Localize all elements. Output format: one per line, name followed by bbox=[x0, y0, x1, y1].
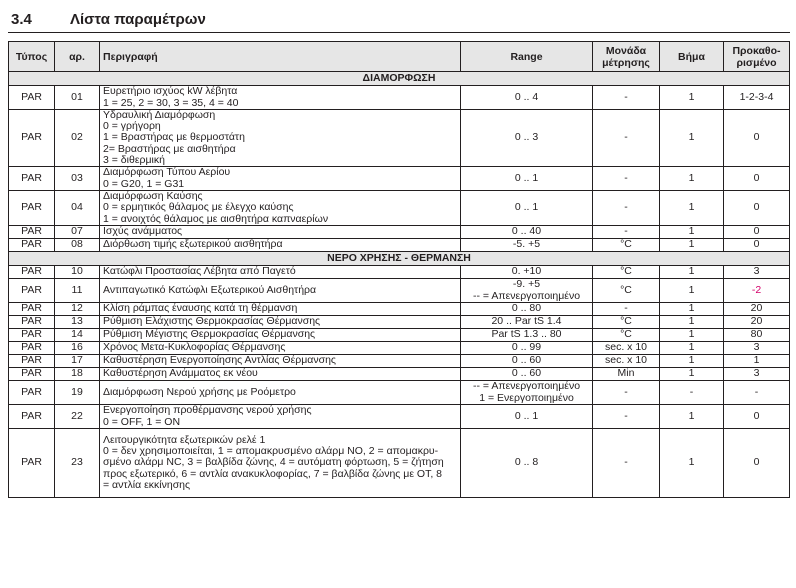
table-row bbox=[9, 329, 790, 342]
table-row bbox=[9, 303, 790, 316]
col-default-header-line1: Προκαθο- bbox=[732, 44, 781, 57]
range-cell: 0 .. 1 bbox=[461, 405, 593, 429]
desc-cell: Ισχύς ανάμματος bbox=[100, 226, 461, 239]
no-cell: 01 bbox=[55, 86, 100, 110]
default-cell: 0 bbox=[724, 191, 790, 226]
step-cell: 1 bbox=[660, 191, 724, 226]
section-title: Λίστα παραμέτρων bbox=[70, 11, 206, 28]
unit-cell: - bbox=[593, 167, 660, 191]
range-cell: -5. +5 bbox=[461, 239, 593, 252]
type-cell: PAR bbox=[9, 381, 55, 405]
no-cell: 11 bbox=[55, 279, 100, 303]
range-cell: 0. +10 bbox=[461, 266, 593, 279]
default-cell: 0 bbox=[724, 110, 790, 167]
parameter-table bbox=[8, 41, 790, 498]
range-cell: Par tS 1.3 .. 80 bbox=[461, 329, 593, 342]
desc-cell: Καθυστέρηση Ανάμματος εκ νέου bbox=[100, 368, 461, 381]
step-cell: 1 bbox=[660, 355, 724, 368]
step-cell: 1 bbox=[660, 429, 724, 498]
default-cell: 0 bbox=[724, 239, 790, 252]
type-cell: PAR bbox=[9, 405, 55, 429]
default-cell: 0 bbox=[724, 405, 790, 429]
table-row bbox=[9, 316, 790, 329]
no-cell: 12 bbox=[55, 303, 100, 316]
default-cell: 0 bbox=[724, 226, 790, 239]
section-number: 3.4 bbox=[11, 11, 32, 28]
unit-cell: °C bbox=[593, 239, 660, 252]
type-cell: PAR bbox=[9, 110, 55, 167]
desc-line: 0 = OFF, 1 = ON bbox=[103, 415, 181, 428]
type-cell: PAR bbox=[9, 368, 55, 381]
table-row bbox=[9, 266, 790, 279]
default-cell: 3 bbox=[724, 368, 790, 381]
col-default-header-line2: ρισμένο bbox=[736, 56, 777, 69]
unit-cell: - bbox=[593, 110, 660, 167]
step-cell: 1 bbox=[660, 368, 724, 381]
unit-cell: - bbox=[593, 303, 660, 316]
range-cell: 0 .. 1 bbox=[461, 191, 593, 226]
default-cell: 3 bbox=[724, 342, 790, 355]
col-no-header: αρ. bbox=[55, 42, 100, 72]
desc-line: 2= Βραστήρας με αισθητήρα bbox=[103, 142, 236, 155]
range-cell: 0 .. 40 bbox=[461, 226, 593, 239]
unit-cell: - bbox=[593, 381, 660, 405]
col-step-header: Βήμα bbox=[660, 42, 724, 72]
desc-cell bbox=[100, 167, 461, 191]
default-cell: 20 bbox=[724, 316, 790, 329]
desc-cell: Χρόνος Μετα-Κυκλοφορίας Θέρμανσης bbox=[100, 342, 461, 355]
step-cell: 1 bbox=[660, 303, 724, 316]
type-cell: PAR bbox=[9, 355, 55, 368]
unit-cell: °C bbox=[593, 329, 660, 342]
default-cell: 20 bbox=[724, 303, 790, 316]
step-cell: - bbox=[660, 381, 724, 405]
section-row-config bbox=[9, 72, 790, 86]
table-row bbox=[9, 355, 790, 368]
default-cell: 1-2-3-4 bbox=[724, 86, 790, 110]
desc-line: 1 = 25, 2 = 30, 3 = 35, 4 = 40 bbox=[103, 96, 239, 109]
type-cell: PAR bbox=[9, 239, 55, 252]
unit-cell: - bbox=[593, 191, 660, 226]
table-row bbox=[9, 429, 790, 498]
range-cell: 0 .. 8 bbox=[461, 429, 593, 498]
desc-line: Ενεργοποίηση προθέρμανσης νερού χρήσης bbox=[103, 404, 312, 417]
col-unit-header bbox=[593, 42, 660, 72]
no-cell: 04 bbox=[55, 191, 100, 226]
range-cell: 20 .. Par tS 1.4 bbox=[461, 316, 593, 329]
desc-line: σμένο αλάρμ NC, 3 = βαλβίδα ζώνης, 4 = αυτόματη φόρτωση, 5 = ζήτηση bbox=[103, 456, 444, 469]
desc-cell: Αντιπαγωτικό Κατώφλι Εξωτερικού Αισθητήρα bbox=[100, 279, 461, 303]
step-cell: 1 bbox=[660, 405, 724, 429]
range-cell: 0 .. 4 bbox=[461, 86, 593, 110]
unit-cell: °C bbox=[593, 266, 660, 279]
desc-line: 0 = G20, 1 = G31 bbox=[103, 177, 185, 190]
step-cell: 1 bbox=[660, 110, 724, 167]
desc-cell bbox=[100, 405, 461, 429]
type-cell: PAR bbox=[9, 226, 55, 239]
step-cell: 1 bbox=[660, 239, 724, 252]
no-cell: 07 bbox=[55, 226, 100, 239]
desc-cell: Ρύθμιση Ελάχιστης Θερμοκρασίας Θέρμανσης bbox=[100, 316, 461, 329]
section-label: ΔΙΑΜΟΡΦΩΣΗ bbox=[9, 72, 790, 86]
type-cell: PAR bbox=[9, 266, 55, 279]
step-cell: 1 bbox=[660, 226, 724, 239]
table-row bbox=[9, 110, 790, 167]
no-cell: 18 bbox=[55, 368, 100, 381]
type-cell: PAR bbox=[9, 316, 55, 329]
range-cell bbox=[461, 381, 593, 405]
table-row bbox=[9, 342, 790, 355]
step-cell: 1 bbox=[660, 329, 724, 342]
no-cell: 02 bbox=[55, 110, 100, 167]
desc-line: Διαμόρφωση Τύπου Αερίου bbox=[103, 166, 231, 179]
default-cell: 0 bbox=[724, 167, 790, 191]
step-cell: 1 bbox=[660, 342, 724, 355]
table-row bbox=[9, 226, 790, 239]
range-cell: 0 .. 80 bbox=[461, 303, 593, 316]
range-line: -9. +5 bbox=[512, 278, 541, 291]
desc-line: 0 = δεν χρησιμοποιείται, 1 = απομακρυσμένο αλάρμ NO, 2 = απομακρυ- bbox=[103, 445, 439, 458]
range-line: -- = Απενεργοποιημένο bbox=[472, 380, 581, 393]
table-row bbox=[9, 381, 790, 405]
default-cell: 80 bbox=[724, 329, 790, 342]
no-cell: 19 bbox=[55, 381, 100, 405]
unit-cell: - bbox=[593, 405, 660, 429]
desc-cell: Διόρθωση τιμής εξωτερικού αισθητήρα bbox=[100, 239, 461, 252]
type-cell: PAR bbox=[9, 191, 55, 226]
header-row bbox=[9, 42, 790, 72]
unit-cell: - bbox=[593, 86, 660, 110]
desc-cell bbox=[100, 110, 461, 167]
type-cell: PAR bbox=[9, 167, 55, 191]
col-range-header: Range bbox=[461, 42, 593, 72]
desc-line: 3 = διθερμική bbox=[103, 153, 165, 166]
table-row bbox=[9, 191, 790, 226]
no-cell: 23 bbox=[55, 429, 100, 498]
section-heading bbox=[8, 10, 790, 33]
table-row bbox=[9, 368, 790, 381]
range-cell: 0 .. 60 bbox=[461, 355, 593, 368]
default-cell: 3 bbox=[724, 266, 790, 279]
desc-cell: Διαμόρφωση Νερού χρήσης με Ροόμετρο bbox=[100, 381, 461, 405]
col-type-header: Τύπος bbox=[9, 42, 55, 72]
desc-line: Ευρετήριο ισχύος kW λέβητα bbox=[103, 85, 238, 98]
unit-cell: - bbox=[593, 226, 660, 239]
table-row bbox=[9, 279, 790, 303]
col-unit-header-line1: Μονάδα bbox=[605, 44, 647, 57]
table-row bbox=[9, 86, 790, 110]
desc-line: 0 = ερμητικός θάλαμος με έλεγχο καύσης bbox=[103, 201, 294, 214]
step-cell: 1 bbox=[660, 266, 724, 279]
desc-line: 0 = γρήγορη bbox=[103, 120, 161, 133]
default-cell: 1 bbox=[724, 355, 790, 368]
type-cell: PAR bbox=[9, 303, 55, 316]
default-cell: 0 bbox=[724, 429, 790, 498]
no-cell: 03 bbox=[55, 167, 100, 191]
desc-cell: Ρύθμιση Μέγιστης Θερμοκρασίας Θέρμανσης bbox=[100, 329, 461, 342]
table-row bbox=[9, 405, 790, 429]
range-cell: 0 .. 60 bbox=[461, 368, 593, 381]
type-cell: PAR bbox=[9, 429, 55, 498]
type-cell: PAR bbox=[9, 329, 55, 342]
desc-line: = αντλία εκκίνησης bbox=[103, 478, 191, 491]
no-cell: 17 bbox=[55, 355, 100, 368]
desc-line: προς εξωτερικό, 6 = αντλία ανακυκλοφορίας, 7 = βαλβίδα ζώνης με OT, 8 bbox=[103, 467, 443, 480]
col-unit-header-line2: μέτρησης bbox=[602, 56, 650, 69]
unit-cell: sec. x 10 bbox=[593, 355, 660, 368]
no-cell: 14 bbox=[55, 329, 100, 342]
unit-cell: Min bbox=[593, 368, 660, 381]
range-line: -- = Απενεργοποιημένο bbox=[472, 289, 581, 302]
section-row-water bbox=[9, 252, 790, 266]
no-cell: 16 bbox=[55, 342, 100, 355]
desc-cell: Καθυστέρηση Ενεργοποίησης Αντλίας Θέρμανσης bbox=[100, 355, 461, 368]
range-cell: 0 .. 3 bbox=[461, 110, 593, 167]
unit-cell: - bbox=[593, 429, 660, 498]
default-cell: -2 bbox=[724, 279, 790, 303]
type-cell: PAR bbox=[9, 279, 55, 303]
unit-cell: °C bbox=[593, 316, 660, 329]
no-cell: 10 bbox=[55, 266, 100, 279]
step-cell: 1 bbox=[660, 167, 724, 191]
desc-cell: Κλίση ράμπας έναυσης κατά τη θέρμανση bbox=[100, 303, 461, 316]
no-cell: 13 bbox=[55, 316, 100, 329]
step-cell: 1 bbox=[660, 86, 724, 110]
desc-line: 1 = Βραστήρας με θερμοστάτη bbox=[103, 131, 245, 144]
type-cell: PAR bbox=[9, 342, 55, 355]
range-cell bbox=[461, 279, 593, 303]
range-cell: 0 .. 1 bbox=[461, 167, 593, 191]
desc-cell bbox=[100, 86, 461, 110]
table-row bbox=[9, 239, 790, 252]
desc-cell bbox=[100, 191, 461, 226]
desc-line: Λειτουργικότητα εξωτερικών ρελέ 1 bbox=[103, 434, 266, 446]
col-default-header bbox=[724, 42, 790, 72]
range-cell: 0 .. 99 bbox=[461, 342, 593, 355]
desc-cell bbox=[100, 429, 461, 498]
no-cell: 22 bbox=[55, 405, 100, 429]
desc-line: Διαμόρφωση Καύσης bbox=[103, 190, 203, 203]
section-label: ΝΕΡΟ ΧΡΗΣΗΣ - ΘΕΡΜΑΝΣΗ bbox=[9, 252, 790, 266]
step-cell: 1 bbox=[660, 279, 724, 303]
unit-cell: °C bbox=[593, 279, 660, 303]
col-desc-header: Περιγραφή bbox=[100, 42, 461, 72]
unit-cell: sec. x 10 bbox=[593, 342, 660, 355]
no-cell: 08 bbox=[55, 239, 100, 252]
table-row bbox=[9, 167, 790, 191]
desc-line: Υδραυλική Διαμόρφωση bbox=[103, 109, 216, 121]
step-cell: 1 bbox=[660, 316, 724, 329]
default-cell: - bbox=[724, 381, 790, 405]
desc-line: 1 = ανοιχτός θάλαμος με αισθητήρα καπναερίων bbox=[103, 212, 329, 225]
range-line: 1 = Ενεργοποιημένο bbox=[479, 391, 574, 404]
type-cell: PAR bbox=[9, 86, 55, 110]
desc-cell: Κατώφλι Προστασίας Λέβητα από Παγετό bbox=[100, 266, 461, 279]
